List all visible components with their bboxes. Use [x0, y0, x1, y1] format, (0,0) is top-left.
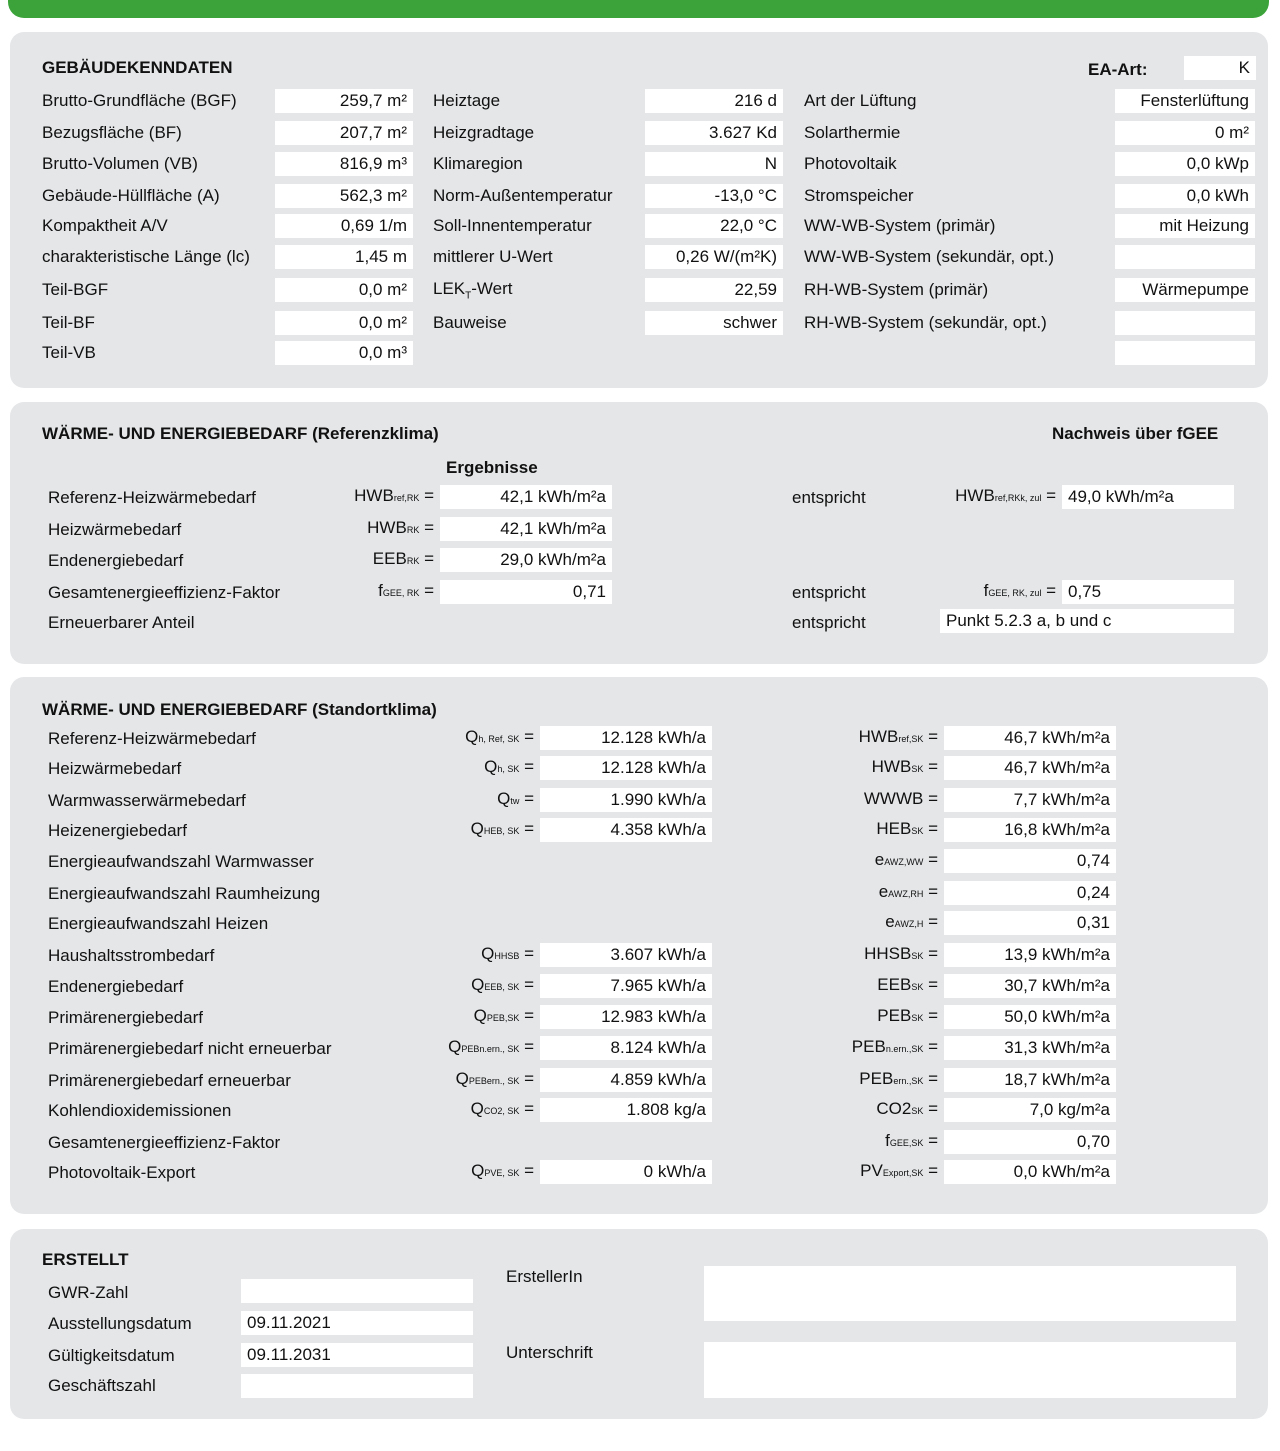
- field-label: Soll-Innentemperatur: [433, 216, 592, 235]
- row-symbol: HWBref,RK =: [354, 486, 434, 505]
- field-value: 207,7 m²: [275, 121, 413, 145]
- field-label: Stromspeicher: [804, 186, 914, 205]
- row-value-zul: 49,0 kWh/m²a: [1062, 485, 1234, 509]
- row-s-symbol: HEBSK =: [876, 819, 938, 838]
- referenzklima-panel: [10, 402, 1268, 664]
- field-label: Heiztage: [433, 91, 501, 110]
- row-label: Primärenergiebedarf nicht erneuerbar: [48, 1039, 332, 1058]
- field-label: Bauweise: [433, 313, 507, 332]
- row-label: Referenz-Heizwärmebedarf: [48, 488, 256, 507]
- row-q-symbol: QCO2, SK =: [470, 1099, 534, 1118]
- erstellt-label: Gültigkeitsdatum: [48, 1346, 175, 1365]
- row-value: 42,1 kWh/m²a: [440, 517, 612, 541]
- field-value: 259,7 m²: [275, 89, 413, 113]
- nachweis-label: Nachweis über fGEE: [1052, 424, 1219, 443]
- row-value-zul: 0,75: [1062, 580, 1234, 604]
- row-s-value: 0,24: [944, 881, 1116, 905]
- row-s-value: 0,70: [944, 1130, 1116, 1154]
- row-symbol: HWBRK =: [367, 518, 434, 537]
- field-value: N: [645, 152, 783, 176]
- row-q-symbol: Qh, Ref, SK =: [465, 727, 534, 746]
- unterschrift-field[interactable]: [704, 1342, 1236, 1398]
- field-value: 816,9 m³: [275, 152, 413, 176]
- row-s-value: 7,0 kg/m²a: [944, 1098, 1116, 1122]
- erstellt-label: GWR-Zahl: [48, 1283, 129, 1302]
- field-label: Brutto-Volumen (VB): [42, 154, 198, 173]
- entspricht-label: entspricht: [792, 583, 866, 602]
- lekt-label: [433, 277, 513, 308]
- section-title: ERSTELLT: [42, 1250, 129, 1269]
- field-label: Photovoltaik: [804, 154, 897, 173]
- row-q-value: 4.358 kWh/a: [540, 818, 712, 842]
- row-label: Referenz-Heizwärmebedarf: [48, 729, 256, 748]
- field-value: [1115, 245, 1255, 269]
- row-label: Energieaufwandszahl Raumheizung: [48, 884, 321, 903]
- row-label: Gesamtenergieeffizienz-Faktor: [48, 583, 281, 602]
- erstellt-value[interactable]: 09.11.2021: [241, 1311, 473, 1335]
- row-label: Kohlendioxidemissionen: [48, 1101, 232, 1120]
- lekt-main: LEK: [433, 279, 466, 298]
- row-s-value: 46,7 kWh/m²a: [944, 756, 1116, 780]
- row-q-symbol: Qh, SK =: [484, 757, 534, 776]
- row-label: Gesamtenergieeffizienz-Faktor: [48, 1133, 281, 1152]
- section-title: WÄRME- UND ENERGIEBEDARF (Standortklima): [42, 700, 437, 719]
- row-s-value: 50,0 kWh/m²a: [944, 1005, 1116, 1029]
- field-value: Wärmepumpe: [1115, 278, 1255, 302]
- row-q-value: 7.965 kWh/a: [540, 974, 712, 998]
- erstellt-label: Ausstellungsdatum: [48, 1314, 192, 1333]
- row-label: Energieaufwandszahl Heizen: [48, 914, 269, 933]
- row-value-zul: Punkt 5.2.3 a, b und c: [940, 609, 1234, 633]
- row-s-symbol: EEBSK =: [877, 975, 938, 994]
- row-value: 0,71: [440, 580, 612, 604]
- row-s-value: 13,9 kWh/m²a: [944, 943, 1116, 967]
- row-value: 29,0 kWh/m²a: [440, 548, 612, 572]
- erstellt-label: Geschäftszahl: [48, 1376, 156, 1395]
- row-s-symbol: HWBref,SK =: [858, 727, 938, 746]
- field-value: 22,0 °C: [645, 214, 783, 238]
- row-s-symbol: CO2SK =: [876, 1099, 938, 1118]
- row-s-value: 30,7 kWh/m²a: [944, 974, 1116, 998]
- field-value: Fensterlüftung: [1115, 89, 1255, 113]
- row-s-symbol: eAWZ,H =: [885, 912, 938, 931]
- ersteller-field[interactable]: [704, 1266, 1236, 1321]
- field-value: 0,0 kWp: [1115, 152, 1255, 176]
- field-value: 1,45 m: [275, 245, 413, 269]
- ergebnisse-header: Ergebnisse: [446, 458, 538, 477]
- row-s-symbol: eAWZ,RH =: [878, 882, 938, 901]
- field-label: mittlerer U-Wert: [433, 247, 553, 266]
- erstellt-value[interactable]: 09.11.2031: [241, 1343, 473, 1367]
- field-value: mit Heizung: [1115, 214, 1255, 238]
- field-value: 22,59: [645, 278, 783, 302]
- row-s-value: 46,7 kWh/m²a: [944, 726, 1116, 750]
- field-label: WW-WB-System (sekundär, opt.): [804, 247, 1055, 266]
- row-label: Erneuerbarer Anteil: [48, 613, 195, 632]
- row-q-symbol: QEEB, SK =: [471, 975, 534, 994]
- field-label: Art der Lüftung: [804, 91, 917, 110]
- row-q-value: 4.859 kWh/a: [540, 1068, 712, 1092]
- row-value: 42,1 kWh/m²a: [440, 485, 612, 509]
- row-s-symbol: PEBSK =: [877, 1006, 938, 1025]
- ea-art-label: EA-Art:: [1088, 60, 1148, 79]
- row-q-symbol: QHHSB =: [481, 944, 534, 963]
- standortklima-panel: [10, 677, 1268, 1214]
- field-value: 3.627 Kd: [645, 121, 783, 145]
- field-label: Teil-VB: [42, 343, 96, 362]
- field-label: Gebäude-Hüllfläche (A): [42, 186, 220, 205]
- field-value: 0 m²: [1115, 121, 1255, 145]
- row-label: Warmwasserwärmebedarf: [48, 791, 246, 810]
- lekt-tail: -Wert: [471, 279, 513, 298]
- field-value-empty: [1115, 341, 1255, 365]
- entspricht-label: entspricht: [792, 488, 866, 507]
- erstellt-value[interactable]: [241, 1279, 473, 1303]
- row-q-symbol: QPEB,SK =: [473, 1006, 534, 1025]
- row-q-value: 12.128 kWh/a: [540, 756, 712, 780]
- row-label: Energieaufwandszahl Warmwasser: [48, 852, 314, 871]
- row-s-value: 31,3 kWh/m²a: [944, 1036, 1116, 1060]
- field-label: RH-WB-System (sekundär, opt.): [804, 313, 1047, 332]
- field-value: 216 d: [645, 89, 783, 113]
- field-value: 0,0 kWh: [1115, 184, 1255, 208]
- erstellt-value[interactable]: [241, 1374, 473, 1398]
- row-s-symbol: HWBSK =: [871, 757, 938, 776]
- row-symbol: fGEE, RK =: [378, 581, 434, 600]
- row-s-value: 16,8 kWh/m²a: [944, 818, 1116, 842]
- row-s-value: 0,31: [944, 911, 1116, 935]
- field-label: charakteristische Länge (lc): [42, 247, 250, 266]
- row-s-symbol: eAWZ,WW =: [874, 850, 938, 869]
- row-label: Heizenergiebedarf: [48, 821, 187, 840]
- row-q-value: 1.990 kWh/a: [540, 788, 712, 812]
- row-label: Heizwärmebedarf: [48, 520, 182, 539]
- row-q-value: 1.808 kg/a: [540, 1098, 712, 1122]
- field-label: WW-WB-System (primär): [804, 216, 996, 235]
- row-symbol-zul: HWBref,RKk, zul =: [955, 486, 1056, 505]
- row-s-symbol: PVExport,SK =: [860, 1161, 938, 1180]
- ersteller-label: ErstellerIn: [506, 1267, 583, 1286]
- field-label: Bezugsfläche (BF): [42, 123, 182, 142]
- row-label: Primärenergiebedarf erneuerbar: [48, 1071, 291, 1090]
- field-value: -13,0 °C: [645, 184, 783, 208]
- gebaeudekenndaten-panel: [10, 32, 1268, 388]
- row-s-symbol: PEBn.ern.,SK =: [851, 1037, 938, 1056]
- field-label: Solarthermie: [804, 123, 901, 142]
- row-q-value: 0 kWh/a: [540, 1160, 712, 1184]
- row-s-symbol: HHSBSK =: [864, 944, 938, 963]
- field-label: Klimaregion: [433, 154, 523, 173]
- row-label: Primärenergiebedarf: [48, 1008, 203, 1027]
- row-label: Heizwärmebedarf: [48, 759, 182, 778]
- row-symbol: EEBRK =: [372, 549, 434, 568]
- row-s-value: 7,7 kWh/m²a: [944, 788, 1116, 812]
- ea-art-value: K: [1184, 56, 1256, 80]
- row-s-symbol: WWWB =: [863, 789, 938, 808]
- row-q-value: 8.124 kWh/a: [540, 1036, 712, 1060]
- field-value: schwer: [645, 311, 783, 335]
- field-value: 0,26 W/(m²K): [645, 245, 783, 269]
- field-value: 0,0 m³: [275, 341, 413, 365]
- row-q-value: 3.607 kWh/a: [540, 943, 712, 967]
- field-label: Kompaktheit A/V: [42, 216, 168, 235]
- field-value: 0,69 1/m: [275, 214, 413, 238]
- row-s-value: 18,7 kWh/m²a: [944, 1068, 1116, 1092]
- lekt-sub: T: [465, 290, 472, 302]
- unterschrift-label: Unterschrift: [506, 1343, 593, 1362]
- row-q-symbol: QPEBern., SK =: [455, 1069, 534, 1088]
- field-label: Teil-BF: [42, 313, 95, 332]
- field-value: 0,0 m²: [275, 278, 413, 302]
- row-q-symbol: QPEBn.ern., SK =: [448, 1037, 534, 1056]
- row-s-value: 0,0 kWh/m²a: [944, 1160, 1116, 1184]
- entspricht-label: entspricht: [792, 613, 866, 632]
- row-q-symbol: QHEB, SK =: [470, 819, 534, 838]
- field-value: 0,0 m²: [275, 311, 413, 335]
- row-q-symbol: Qtw =: [497, 789, 534, 808]
- header-bar: [8, 0, 1269, 18]
- row-s-symbol: PEBern.,SK =: [859, 1069, 938, 1088]
- section-title: WÄRME- UND ENERGIEBEDARF (Referenzklima): [42, 424, 439, 443]
- row-s-symbol: fGEE,SK =: [885, 1131, 938, 1150]
- row-label: Endenergiebedarf: [48, 551, 184, 570]
- erstellt-panel: [10, 1229, 1268, 1419]
- field-value: 562,3 m²: [275, 184, 413, 208]
- row-s-value: 0,74: [944, 849, 1116, 873]
- row-symbol-zul: fGEE, RK, zul =: [983, 581, 1056, 600]
- section-title: GEBÄUDEKENNDATEN: [42, 58, 233, 77]
- field-value: [1115, 311, 1255, 335]
- field-label: Heizgradtage: [433, 123, 535, 142]
- row-label: Haushaltsstrombedarf: [48, 946, 215, 965]
- field-label: Brutto-Grundfläche (BGF): [42, 91, 237, 110]
- row-q-symbol: QPVE, SK =: [471, 1161, 534, 1180]
- row-label: Endenergiebedarf: [48, 977, 184, 996]
- row-q-value: 12.128 kWh/a: [540, 726, 712, 750]
- field-label: RH-WB-System (primär): [804, 280, 989, 299]
- field-label: Norm-Außentemperatur: [433, 186, 613, 205]
- field-label: Teil-BGF: [42, 280, 109, 299]
- row-q-value: 12.983 kWh/a: [540, 1005, 712, 1029]
- row-label: Photovoltaik-Export: [48, 1163, 196, 1182]
